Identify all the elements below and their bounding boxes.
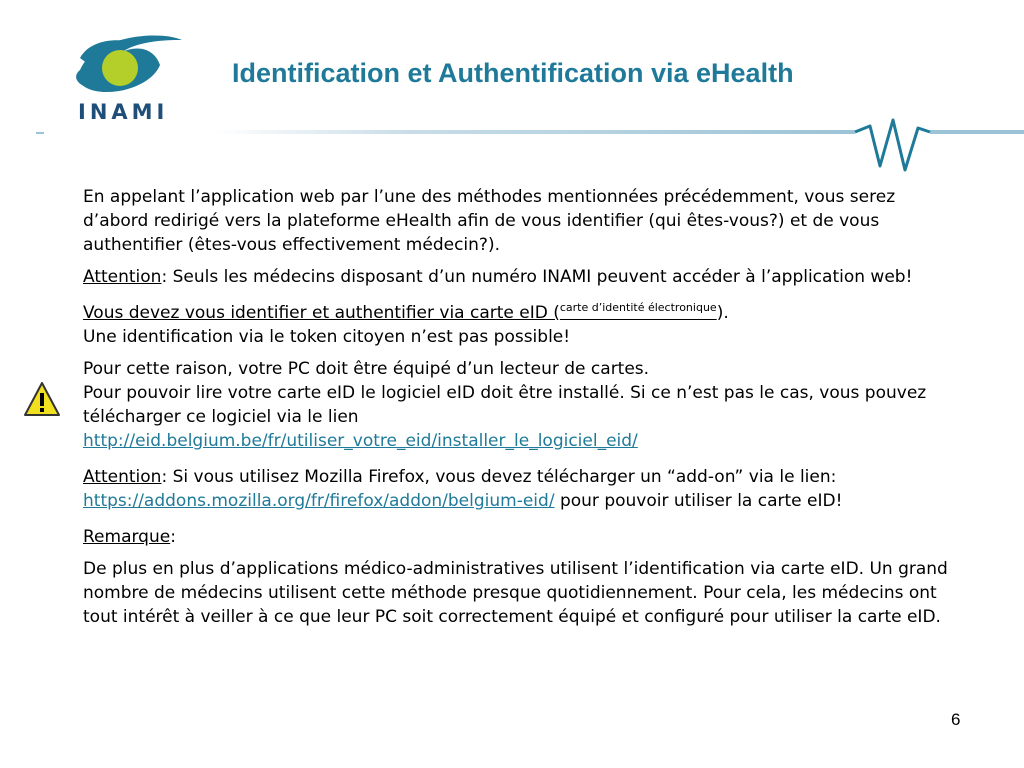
header-rule xyxy=(0,118,1024,178)
eid-requirement xyxy=(83,301,963,325)
remark-label: Remarque xyxy=(83,527,171,547)
eid-line-suffix: ). xyxy=(716,303,729,323)
reader-line: Pour cette raison, votre PC doit être équipé d’un lecteur de cartes. xyxy=(83,359,650,379)
attention-label-2: Attention xyxy=(83,467,162,487)
attention-text-2b: pour pouvoir utiliser la carte eID! xyxy=(554,491,843,511)
logo-text: INAMI xyxy=(78,100,169,124)
remark-colon: : xyxy=(170,527,176,547)
page-title: Identification et Authentification via eHealth xyxy=(232,58,794,88)
eid-underlined xyxy=(83,303,717,323)
slide-content xyxy=(83,185,963,629)
attention-paragraph-1 xyxy=(83,265,963,289)
firefox-addon-link[interactable]: https://addons.mozilla.org/fr/firefox/addon/belgium-eid/ xyxy=(83,491,555,511)
page-number: 6 xyxy=(951,710,961,729)
warning-icon xyxy=(22,380,62,420)
attention-text-2a: : Si vous utilisez Mozilla Firefox, vous devez télécharger un “add-on” via le lien: xyxy=(161,467,837,487)
eid-superscript: carte d’identité électronique xyxy=(559,301,717,314)
software-line xyxy=(83,381,963,453)
eid-line-prefix: Vous devez vous identifier et authentifier via carte eID ( xyxy=(83,303,560,323)
attention-label-1: Attention xyxy=(83,267,162,287)
attention-text-1: : Seuls les médecins disposant d’un numéro INAMI peuvent accéder à l’application web! xyxy=(161,267,913,287)
remark-heading xyxy=(83,525,963,549)
attention-paragraph-2 xyxy=(83,465,963,513)
eid-software-link[interactable]: http://eid.belgium.be/fr/utiliser_votre_eid/installer_le_logiciel_eid/ xyxy=(83,431,638,451)
intro-paragraph: En appelant l’application web par l’une des méthodes mentionnées précédemment, vous serez d’abord redirigé vers la plateforme eHealth afin de vous identifier (qui êtes-vous?) et de vous authentifier (êtes-vous effectivement médecin?). xyxy=(83,187,896,255)
token-line: Une identification via le token citoyen n’est pas possible! xyxy=(83,327,571,347)
software-text: Pour pouvoir lire votre carte eID le logiciel eID doit être installé. Si ce n’est pas le cas, vous pouvez télécharger ce logiciel via le lien xyxy=(83,383,927,427)
remark-paragraph: De plus en plus d’applications médico-administratives utilisent l’identification via carte eID. Un grand nombre de médecins utilisent cette méthode presque quotidiennement. Pour cela, les médecins ont tout intérêt à veiller à ce que leur PC soit correctement équipé et configuré pour utiliser la carte eID. xyxy=(83,559,948,627)
